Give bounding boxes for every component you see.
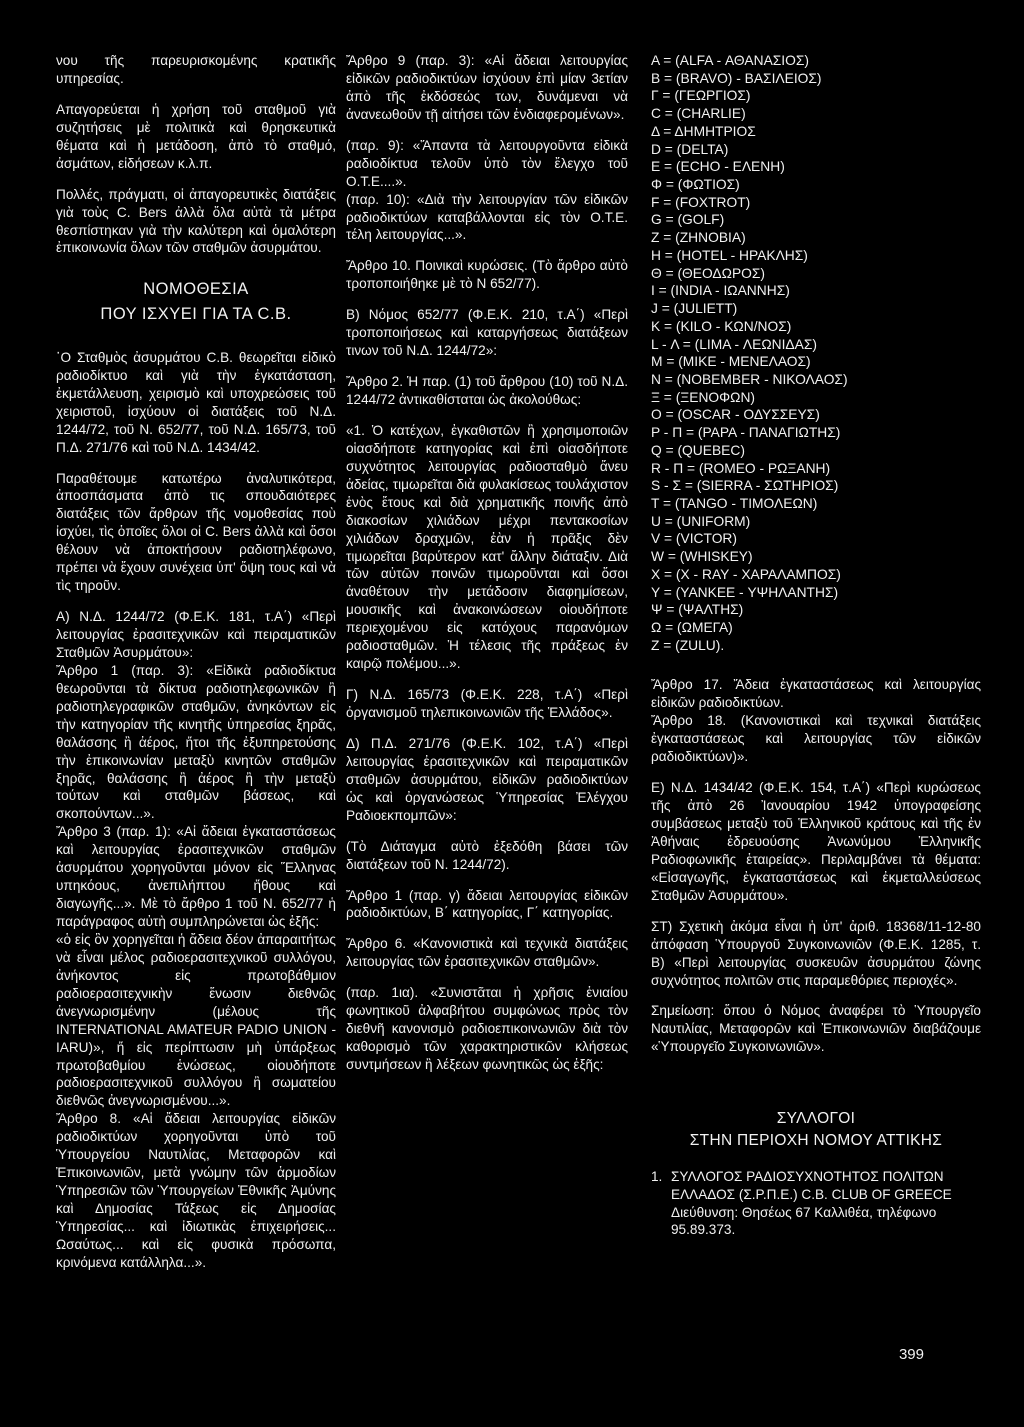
list-item: Ψ = (ΨΑΛΤΗΣ) [651, 602, 744, 618]
paragraph: Α) Ν.Δ. 1244/72 (Φ.Ε.Κ. 181, τ.Α΄) «Περὶ λειτουργίας ἐρασιτεχνικῶν καὶ πειραματικῶν Σταθμῶν Ἀσυρμάτου»: [56, 609, 336, 660]
list-item: W = (WHISKEY) [651, 549, 753, 565]
heading-line: ΣΤΗΝ ΠΕΡΙΟΧΗ ΝΟΜΟΥ ΑΤΤΙΚΗΣ [689, 1131, 943, 1149]
paragraph: Ἄρθρο 9 (παρ. 3): «Αἱ ἄδειαι λειτουργίας εἰδικῶν ραδιοδικτύων ἰσχύουν ἐπὶ μίαν 3ετίαν ἀπὸ τῆς ἐκδόσεώς των, δυνάμεναι νὰ ἀνανεωθοῦν τῇ αἰτήσει τῶν ἐνδιαφερομένων». [346, 53, 628, 122]
club-number: 1. [651, 1168, 663, 1184]
list-item: A = (ALFA - ΑΘΑΝΑΣΙΟΣ) [651, 53, 809, 68]
list-item: Y = (YANKEE - ΥΨΗΛΑΝΤΗΣ) [651, 584, 839, 600]
paragraph: (παρ. 9): «Ἅπαντα τὰ λειτουργοῦντα εἰδικὰ ραδιοδίκτυα τελοῦν ὑπὸ τὸν ἔλεγχο τοῦ Ο.Τ.Ε....». [346, 137, 628, 189]
paragraph: Ἄρθρο 3 (παρ. 1): «Αἱ ἄδειαι ἐγκαταστάσεως καὶ λειτουργίας ἐρασιτεχνικῶν σταθμῶν ἀσυρμάτου χορηγοῦνται μόνον εἰς Ἕλληνας υπηκόους, ἀνεπιλήπτου ἤθους καὶ διαγωγῆς...». Μὲ τὸ ἄρθρο 1 τοῦ Ν. 652/77 ἡ παράγραφος αὐτὴ συμπληρώνεται ὡς ἑξῆς: [56, 824, 336, 929]
column-middle [346, 52, 628, 1087]
paragraph: Β) Νόμος 652/77 (Φ.Ε.Κ. 210, τ.Α΄) «Περὶ τροποποιήσεως καὶ καταργήσεως διατάξεων τινων τοῦ Ν.Δ. 1244/72»: [346, 307, 628, 359]
list-item: R - Π = (ROMEO - ΡΩΞΑΝΗ) [651, 460, 831, 476]
list-item: Z = (ZULU). [651, 637, 725, 653]
paragraph: νου τῆς παρευρισκομένης κρατικῆς υπηρεσίας. [56, 53, 336, 86]
list-item: T = (TANGO - ΤΙΜΟΛΕΩΝ) [651, 495, 818, 511]
paragraph: «ὁ εἰς ὃν χορηγεῖται ἡ ἄδεια δέον ἀπαραιτήτως νὰ εἶναι μέλος ραδιοερασιτεχνικοῦ συλλόγου, ἀνήκοντος εἰς πρωτοβάθμιον ραδιοερασιτεχνικὴν ἕνωσιν διεθνῶς ἀνεγνωρισμένην (μέλους τῆς INTERNATIONAL AMATEUR PADIO UNION - IARU)», ἤ εἰς περίπτωσιν μὴ ὑπάρξεως πρωτοβαθμίου ἑνώσεως, οἱουδήποτε ραδιοερασιτεχνικοῦ συλλόγου ἢ σωματείου διεθνῶς ἀνεγνωρισμένου...». [56, 931, 336, 1109]
list-item: V = (VICTOR) [651, 531, 737, 547]
paragraph: «1. Ὁ κατέχων, ἐγκαθιστῶν ἢ χρησιμοποιῶν οἱασδήποτε κατηγορίας καὶ ἐπὶ οἱασδήποτε συχνότητος λειτουργίας ραδιοσταθμὸ ἄνευ ἀδείας, τιμωρεῖται διὰ φυλακίσεως τουλάχιστον ἑνὸς ἔτους καὶ διὰ χρηματικῆς ποινῆς ἀπὸ διακοσίων χιλιάδων μέχρι πεντακοσίων χιλιάδων δραχμῶν, ἐὰν ἡ πρᾶξις δὲν τιμωρεῖται βαρύτερον κατ' ἄλλην διάταξιν. Διὰ τῶν αὐτῶν ποινῶν τιμωροῦνται καὶ ὅσοι ἀναθέτουν τὴν μετάδοσιν διαφημίσεων, μουσικῆς καὶ ἀνακοινώσεων οἱουδήποτε περιεχομένου εἰς κατόχους παρανόμων ραδιοσταθμῶν. Ἡ τέλεσις τῆς πράξεως ἐν καιρῷ πολέμου...». [346, 422, 628, 672]
list-item: K = (KILO - ΚΩΝ/ΝΟΣ) [651, 318, 792, 334]
paragraph: (Τὸ Διάταγμα αὐτὸ ἐξεδόθη βάσει τῶν διατάξεων τοῦ Ν. 1244/72). [346, 838, 628, 872]
list-item: D = (DELTA) [651, 141, 729, 157]
paragraph: Δ) Π.Δ. 271/76 (Φ.Ε.Κ. 102, τ.Α΄) «Περὶ λειτουργίας ἐρασιτεχνικῶν καὶ πειραματικῶν σταθμῶν ἀσυρμάτου, εἰδικῶν ραδιοδικτύων ὡς καὶ ὀργανώσεως Ὑπηρεσίας Ἐλέγχου Ραδιοεκπομπῶν»: [346, 735, 628, 823]
paragraph: Ἄρθρο 8. «Αἱ ἄδειαι λειτουργίας εἰδικῶν ραδιοδικτύων χορηγοῦνται ὑπὸ τοῦ Ὑπουργείου Ναυτιλίας, Μεταφορῶν καὶ Ἐπικοινωνιῶν, μετὰ γνώμην τῶν ἁρμοδίων Ὑπηρεσιῶν τῶν Ὑπουργείων Ἐθνικῆς Ἀμύνης καὶ Δημοσίας Τάξεως εἰς Δημοσίας Ὑπηρεσίας... καὶ ἰδιωτικὰς ἐπιχειρήσεις... Ωσαύτως... καὶ εἰς φυσικὰ πρόσωπα, κρινόμενα κατάλληλα...». [56, 1111, 336, 1270]
list-item: Q = (QUEBEC) [651, 442, 745, 458]
phonetic-alphabet-list [651, 52, 981, 654]
paragraph: Ε) Ν.Δ. 1434/42 (Φ.Ε.Κ. 154, τ.Α΄) «Περὶ κυρώσεως τῆς ἀπὸ 26 Ἰανουαρίου 1942 ὑπογραφείσης συμβάσεως μεταξὺ τοῦ Ἑλληνικοῦ κράτους καὶ τῆς ἐν Ἀθήναις ἑδρευούσης Ἀνωνύμου Ἑλληνικῆς Ραδιοφωνικῆς ἑταιρείας». Περιλαμβάνει τὰ θέματα: «Εἰσαγωγῆς, ἐγκαταστάσεως καὶ ἐκμεταλλεύσεως Σταθμῶν Ἀσυρμάτου». [651, 780, 981, 903]
list-item: N = (NOBEMBER - ΝΙΚΟΛΑΟΣ) [651, 371, 848, 387]
club-address: Διεύθυνση: Θησέως 67 Καλλιθέα, τηλέφωνο 95.89.373. [671, 1204, 937, 1238]
paragraph: Απαγορεύεται ἡ χρήση τοῦ σταθμοῦ γιὰ συζητήσεις μὲ πολιτικὰ καὶ θρησκευτικὰ θέματα καὶ ἡ μετάδοση, ἀπὸ τὸ σταθμό, ἀσμάτων, εἰδήσεων κ.λ.π. [56, 101, 336, 171]
column-left [56, 52, 336, 1285]
list-item: B = (BRAVO) - ΒΑΣΙΛΕΙΟΣ) [651, 70, 822, 86]
list-item: Z = (ΖΗΝΟΒΙΑ) [651, 230, 746, 246]
section-heading-clubs [651, 1108, 981, 1151]
list-item: I = (INDIA - ΙΩΑΝΝΗΣ) [651, 283, 790, 299]
paragraph: Ἄρθρο 18. (Κανονιστικαὶ καὶ τεχνικαὶ διατάξεις ἐγκαταστάσεως καὶ λειτουργίας τῶν εἰδικῶν ραδιοδικτύων)». [651, 713, 981, 765]
heading-line: ΝΟΜΟΘΕΣΙΑ [143, 280, 249, 299]
paragraph: Ἄρθρο 2. Ἡ παρ. (1) τοῦ ἄρθρου (10) τοῦ Ν.Δ. 1244/72 ἀντικαθίσταται ὡς ἀκολούθως: [346, 374, 628, 407]
paragraph: Παραθέτουμε κατωτέρω ἀναλυτικότερα, ἀποσπάσματα ἀπὸ τις σπουδαιότερες διατάξεις τῶν ἄρθρων τῆς νομοθεσίας ποὺ ἰσχύει, τὶς ὁποῖες ὅλοι οἱ C. Bers ἀλλὰ καὶ ὅσοι θέλουν νὰ ἀποκτήσουν ραδιοτηλέφωνο, πρέπει νὰ ἔχουν συνέχεια ὑπ' ὄψη τους καὶ νὰ τὶς τηροῦν. [56, 470, 336, 594]
list-item: C = (CHARLIE) [651, 106, 746, 122]
paragraph: Σημείωση: ὅπου ὁ Νόμος ἀναφέρει τὸ Ὑπουργεῖο Ναυτιλίας, Μεταφορῶν καὶ Ἐπικοινωνιῶν διαβάζουμε «Ὑπουργεῖο Συγκοινωνιῶν». [651, 1003, 981, 1055]
list-item: Δ = ΔΗΜΗΤΡΙΟΣ [651, 123, 756, 139]
club-details [671, 1168, 981, 1240]
paragraph: Γ) Ν.Δ. 165/73 (Φ.Ε.Κ. 228, τ.Α΄) «Περὶ ὀργανισμοῦ τηλεπικοινωνιῶν τῆς Ἑλλάδος». [346, 687, 628, 720]
paragraph: ῾Ο Σταθμὸς ἀσυρμάτου C.B. θεωρεῖται εἰδικὸ ραδιοδίκτυο καὶ γιὰ τὴν ἐγκατάσταση, ἐκμετάλλευση, χειρισμὸ καὶ υποχρεώσεις τοῦ χειριστοῦ, ἰσχύουν οἱ διατάξεις τοῦ Ν.Δ. 1244/72, τοῦ Ν. 652/77, τοῦ Ν.Δ. 165/73, τοῦ Π.Δ. 271/76 καὶ τοῦ Ν.Δ. 1434/42. [56, 349, 336, 455]
list-item: M = (MIKE - ΜΕΝΕΛΑΟΣ) [651, 354, 811, 370]
paragraph: (παρ. 1ια). «Συνιστᾶται ἡ χρῆσις ἑνιαίου φωνητικοῦ ἀλφαβήτου συμφώνως πρὸς τὸν διεθνῆ κανονισμὸ ραδιοεπικοινωνιῶν διὰ τὸν καθορισμὸ τῶν χαρακτηριστικῶν κλήσεως συντμήσεων ἢ λέξεων φωνητικῶς ὡς ἑξῆς: [346, 985, 628, 1072]
list-item: X = (X - RAY - ΧΑΡΑΛΑΜΠΟΣ) [651, 566, 841, 582]
list-item: J = (JULIETT) [651, 301, 738, 317]
list-item: E = (ECHO - ΕΛΕΝΗ) [651, 159, 785, 175]
list-item: P - Π = (PAPA - ΠΑΝΑΓΙΩΤΗΣ) [651, 425, 841, 441]
list-item: Γ = (ΓΕΩΡΓΙΟΣ) [651, 88, 751, 104]
list-item: Ξ = (ΞΕΝΟΦΩΝ) [651, 389, 756, 405]
list-item: S - Σ = (SIERRA - ΣΩΤΗΡΙΟΣ) [651, 478, 839, 494]
list-item: O = (OSCAR - ΟΔΥΣΣΕΥΣ) [651, 407, 820, 423]
paragraph: Ἄρθρο 1 (παρ. 3): «Εἰδικὰ ραδιοδίκτυα θεωροῦνται τὰ δίκτυα ραδιοτηλεφωνικῶν ἢ ραδιοτηλεγραφικῶν σταθμῶν, ἀνηκόντων εἰς τὴν κατηγορίαν τῆς κινητῆς ὑπηρεσίας ξηρᾶς, θαλάσσης ἢ ἀέρος, ἤτοι τῆς ἐξυπηρετούσης τὴν ἐπικοινωνίαν μεταξὺ κινητῶν σταθμῶν ξηρᾶς, θαλάσσης ἢ ἀέρος ἢ τὴν μεταξὺ τούτων καὶ σταθμῶν βάσεως, καὶ σκοπούντων...». [56, 662, 336, 822]
list-item: Θ = (ΘΕΟΔΩΡΟΣ) [651, 265, 766, 281]
paragraph: Ἄρθρο 10. Ποινικαὶ κυρώσεις. (Τὸ ἄρθρο αὐτὸ τροποποιήθηκε μὲ τὸ Ν 652/77). [346, 258, 628, 292]
list-item: Φ = (ΦΩΤΙΟΣ) [651, 177, 740, 193]
paragraph: Ἄρθρο 6. «Κανονιστικὰ καὶ τεχνικὰ διατάξεις λειτουργίας τῶν ἐρασιτεχνικῶν σταθμῶν». [346, 936, 628, 970]
list-item: Ω = (ΩΜΕΓΑ) [651, 620, 733, 635]
list-item: L - Λ = (LIMA - ΛΕΩΝΙΔΑΣ) [651, 336, 817, 352]
paragraph: (παρ. 10): «Διὰ τὴν λειτουργίαν τῶν εἰδικῶν ραδιοδικτύων καταβάλλονται εἰς τὸν Ο.Τ.Ε. τέλη λειτουργίας...». [346, 191, 628, 243]
paragraph: Ἄρθρο 17. Ἄδεια ἐγκαταστάσεως καὶ λειτουργίας εἰδικῶν ραδιοδικτύων. [651, 677, 981, 711]
club-name: ΣΥΛΛΟΓΟΣ ΡΑΔΙΟΣΥΧΝΟΤΗΤΟΣ ΠΟΛΙΤΩΝ ΕΛΛΑΔΟΣ (Σ.Ρ.Π.Ε.) C.B. CLUB OF GREECE [671, 1168, 952, 1202]
column-right [651, 52, 981, 1239]
list-item: U = (UNIFORM) [651, 513, 751, 529]
page-number: 399 [898, 1346, 924, 1364]
list-item: G = (GOLF) [651, 212, 725, 228]
paragraph: Πολλές, πράγματι, οἱ ἀπαγορευτικὲς διατάξεις γιὰ τοὺς C. Bers ἀλλὰ ὅλα αὐτὰ τὰ μέτρα θεσπίστηκαν γιὰ τὴν καλύτερη καὶ ὁμαλότερη ἐπικοινωνία ὅλων τῶν σταθμῶν ἀσυρμάτου. [56, 186, 336, 256]
list-item: F = (FOXTROT) [651, 194, 751, 210]
list-item: H = (HOTEL - ΗΡΑΚΛΗΣ) [651, 247, 808, 263]
section-heading-legislation [56, 277, 336, 327]
paragraph: Ἄρθρο 1 (παρ. γ) ἄδειαι λειτουργίας εἰδικῶν ραδιοδικτύων, Β΄ κατηγορίας, Γ΄ κατηγορίας. [346, 887, 628, 921]
club-entry [651, 1168, 981, 1240]
heading-line: ΠΟΥ ΙΣΧΥΕΙ ΓΙΑ ΤΑ C.B. [100, 305, 292, 324]
paragraph: ΣΤ) Σχετικὴ ἀκόμα εἶναι ἡ ὑπ' ἀριθ. 18368/11-12-80 ἀπόφαση Ὑπουργοῦ Συγκοινωνιῶν (Φ.Ε.Κ. 1285, τ. Β) «Περὶ λειτουργίας συσκευῶν ἀσυρμάτου ζώνης συχνότητος πολιτῶν στις παραμεθόριες περιοχές». [651, 918, 981, 988]
heading-line: ΣΥΛΛΟΓΟΙ [776, 1110, 856, 1128]
